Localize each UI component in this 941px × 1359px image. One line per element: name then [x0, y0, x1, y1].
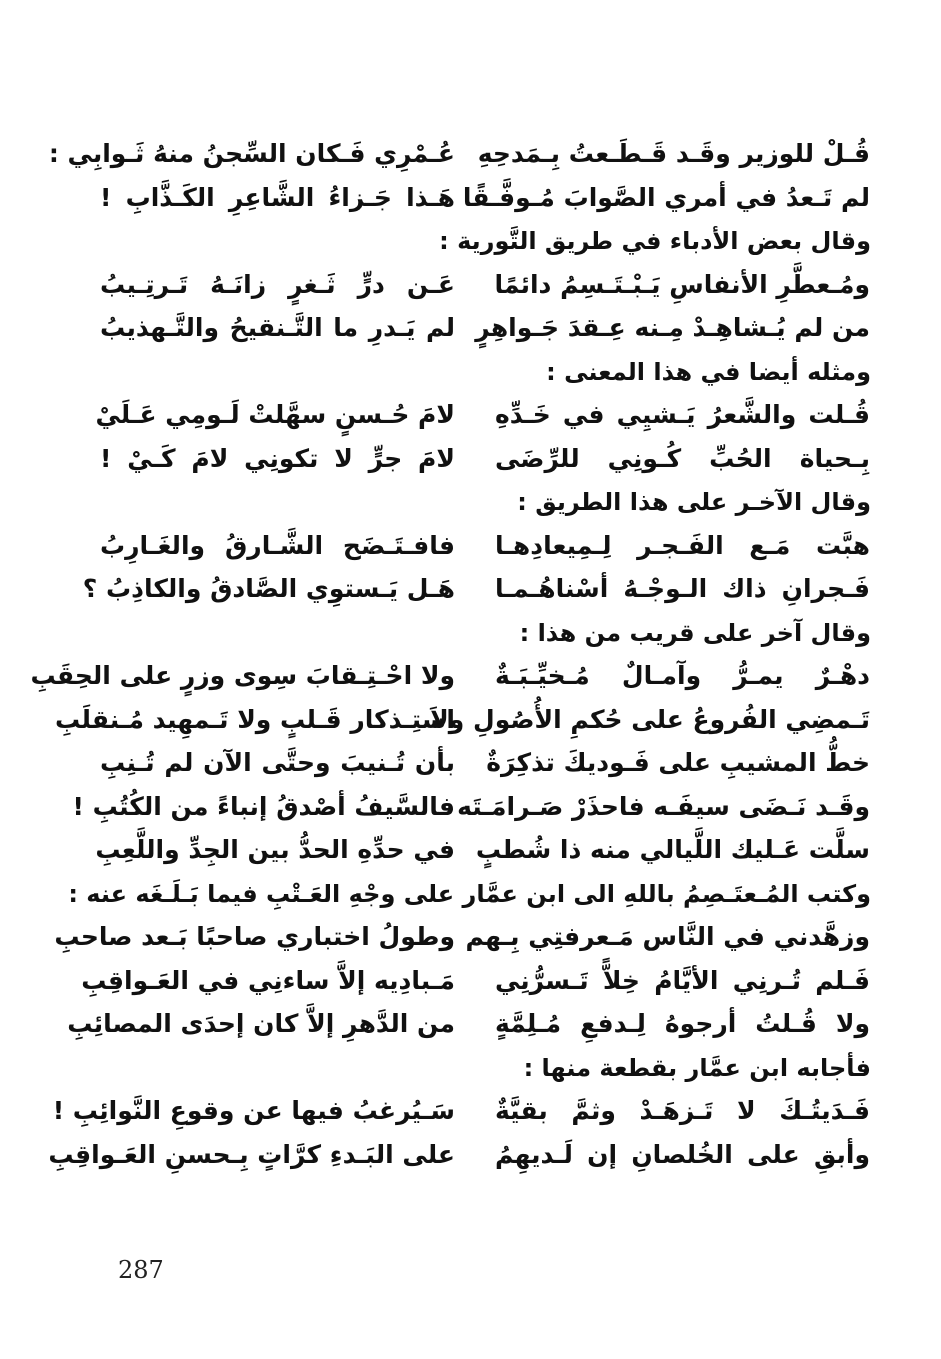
verse-line: [100, 306, 870, 350]
verse-first-hemistich: لم تَـعدُ في أمري الصَّوابَ مُـوفَّـقًا: [462, 183, 870, 212]
verse-second-hemistich: وطولُ اختباري صاحبًا بَـعد صاحبِ: [54, 922, 455, 951]
verse-first-hemistich: ولا قُـلتُ أرجوهُ لِـدفعِ مُـلِمَّةٍ: [495, 1009, 870, 1038]
verse-second-hemistich: سَـيُرغبُ فيها عن وقوعِ النَّوائِبِ !: [52, 1096, 455, 1125]
prose-line: وقال بعض الأدباء في طريق التَّورية :: [439, 227, 871, 255]
verse-second-hemistich: عُـمْرِي فَـكان السِّجنُ منهُ ثَـوابِي :: [48, 139, 455, 168]
verse-line: [72, 785, 870, 829]
verse-line: [100, 263, 870, 307]
prose-line: ومثله أيضا في هذا المعنى :: [546, 358, 871, 386]
verse-line: [100, 741, 870, 785]
prose-line: وقال آخر على قريب من هذا :: [519, 619, 871, 647]
verse-first-hemistich: قُـلت والشَّعرُ يَـشيِي في خَـدِّهِ: [495, 400, 870, 429]
verse-first-hemistich: فَـدَيتُـكَ لا تَـزهَـدْ وثمَّ بقيَّةٌ: [495, 1096, 870, 1125]
verse-second-hemistich: هَـل يَـستوِي الصَّادقُ والكاذِبُ ؟: [82, 574, 455, 603]
verse-second-hemistich: في حدِّهِ الحدُّ بين الجِدِّ واللَّعِبِ: [95, 835, 455, 864]
verse-line: [100, 524, 870, 568]
verse-second-hemistich: لم يَـدرِ ما التَّـنقيحُ والتَّـهذيبُ: [100, 313, 455, 342]
verse-first-hemistich: فَـلم تُـرنِي الأيَّامُ خِلاًّ تَـسرُّنِي: [495, 966, 870, 995]
verse-second-hemistich: من الدَّهرِ إلاَّ كان إحدَى المصائِبِ: [67, 1009, 455, 1038]
verse-second-hemistich: بأن تُـنيبَ وحتَّى الآن لم تُـنِبِ: [100, 748, 455, 777]
verse-second-hemistich: عَـن درٍّ ثَـغرٍ زانَـهُ تَـرتِـيبُ: [100, 270, 455, 299]
verse-line: [100, 176, 870, 220]
verse-first-hemistich: هبَّت مَـع الفَـجـر لِـمِيعادِهـا: [495, 531, 870, 560]
verse-first-hemistich: وقَـد نَـضَى سيفَـه فاحذَرْ صَـرامَـتَه: [457, 792, 870, 821]
verse-first-hemistich: سلَّت عَـليك اللَّيالي منه ذا شُطبٍ: [475, 835, 870, 864]
verse-second-hemistich: لامَ جرٍّ لا تكونِي لامَ كَـيْ !: [100, 444, 455, 473]
verse-line: [54, 915, 870, 959]
verse-line: [100, 437, 870, 481]
verse-line: [82, 567, 870, 611]
verse-line: [30, 654, 870, 698]
prose-line: وقال الآخـر على هذا الطريق :: [517, 488, 871, 516]
verse-first-hemistich: وأبقِ على الخُلصانِ إن لَـديهِمُ: [495, 1140, 870, 1169]
verse-second-hemistich: هَـذا جَـزاءُ الشَّاعِرِ الكَـذَّابِ !: [100, 183, 455, 212]
verse-line: [67, 1002, 870, 1046]
verse-first-hemistich: قُـلْ للوزير وقَـد قَـطَـعتُ بِـمَدحِهِ: [477, 139, 870, 168]
verse-second-hemistich: مَـبادِيه إلاَّ ساءنِي في العَـواقِبِ: [81, 966, 455, 995]
verse-first-hemistich: بِـحياة الحُبِّ كُـونِي للرِّضَى: [495, 444, 870, 473]
verse-first-hemistich: فَـجرانِ ذاك الـوجْـهُ أسْناهُـمـا: [495, 574, 870, 603]
verse-second-hemistich: فافـتَـضَح الشَّـارقُ والغَـارِبُ: [100, 531, 455, 560]
verse-second-hemistich: استِـذكار قَـلبٍ ولا تَـمهِيد مُـنقلَبِ: [55, 705, 455, 734]
verse-line: [52, 1089, 870, 1133]
verse-second-hemistich: فالسَّيفُ أصْدقُ إنباءً من الكُتُبِ !: [72, 792, 455, 821]
prose-line: وكتب المُـعتَـصِمُ باللهِ الى ابن عمَّار على وجْهِ العَـتْبِ فيما بَـلَـغَه عنه :: [68, 880, 871, 908]
verse-line: [48, 132, 870, 176]
verse-first-hemistich: وزهَّدني في النَّاس مَـعرفتِي بِـهم: [465, 922, 870, 951]
verse-first-hemistich: من لم يُـشاهِـدْ مِـنه عِـقدَ جَـواهِرٍ: [475, 313, 870, 342]
verse-second-hemistich: لامَ حُـسنٍ سهَّلتْ لَـومِي عَـلَيْ: [95, 400, 455, 429]
verse-first-hemistich: دهْـرٌ يمـرُّ وآمـالٌ مُـخيِّـبَـةٌ: [495, 661, 870, 690]
prose-line: فأجابه ابن عمَّار بقطعة منها :: [523, 1054, 871, 1082]
verse-second-hemistich: على البَـدءِ كرَّاتٍ بِـحسنِ العَـواقِبِ: [48, 1140, 455, 1169]
verse-line: [81, 959, 870, 1003]
verse-line: [48, 1133, 870, 1177]
verse-first-hemistich: خطُّ المشيبِ على فَـوديكَ تذكِرَةٌ: [486, 748, 870, 777]
verse-second-hemistich: ولا احْـتِـقابَ سِوى وزرٍ على الحِقَبِ: [30, 661, 455, 690]
verse-line: [95, 393, 870, 437]
verse-line: [55, 698, 870, 742]
verse-line: [95, 828, 870, 872]
verse-first-hemistich: ومُـعطَّرِ الأنفاسِ يَـبْـتَـسِمُ دائمًا: [494, 270, 870, 299]
page-number: 287: [118, 1256, 164, 1284]
verse-first-hemistich: تَـمضِي الفُروعُ على حُكمِ الأُصُولِ ولاَ: [430, 705, 870, 734]
